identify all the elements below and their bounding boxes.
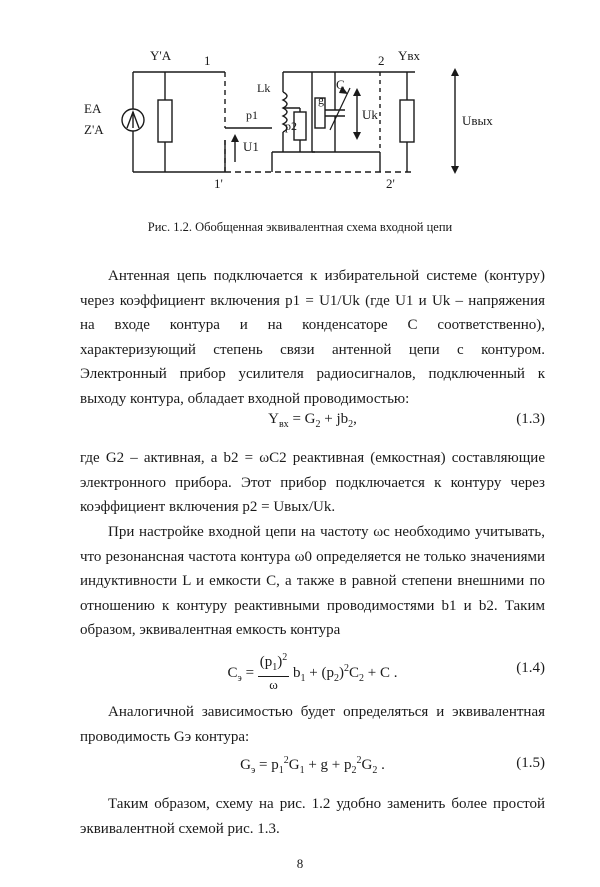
equation-1-4 bbox=[80, 652, 545, 692]
label-za: Z'A bbox=[84, 122, 104, 137]
equation-1-5-expr: $G_э = p_1^2G_1 + g + p_2^2G_2$ . bbox=[240, 755, 385, 776]
label-p2: p2 bbox=[285, 119, 297, 133]
equation-1-3 bbox=[80, 411, 545, 437]
paragraph-5 bbox=[80, 792, 545, 841]
label-ya: Y'A bbox=[150, 48, 172, 63]
page-number: 8 bbox=[296, 856, 304, 871]
label-p1: p1 bbox=[246, 108, 258, 122]
paragraph-5-text: Таким образом, схему на рис. 1.2 удобно заменить более простой эквивалентной схемой рис. 1.3. bbox=[80, 796, 545, 837]
label-node1p: 1' bbox=[214, 176, 223, 191]
label-uvyx: Uвых bbox=[462, 113, 493, 128]
paragraph-2-text: где G2 – активная, а b2 = ωC2 реактивная (емкостная) составляющие электронного прибора. Этот прибор подключается к контуру через коэффициент включения p2 = Uвых/Uk. bbox=[80, 450, 545, 515]
label-node1: 1 bbox=[204, 53, 211, 68]
paragraph-4-text: Аналогичной зависимостью будет определяться и эквивалентная проводимость Gэ контура: bbox=[80, 704, 545, 745]
equation-1-5 bbox=[80, 755, 545, 781]
paragraph-2 bbox=[80, 446, 545, 520]
equation-1-3-number: (1.3) bbox=[516, 411, 545, 427]
paragraph-4 bbox=[80, 700, 545, 749]
paragraph-3 bbox=[80, 520, 545, 643]
equation-1-4-number: (1.4) bbox=[516, 660, 545, 676]
label-node2: 2 bbox=[378, 53, 385, 68]
label-ea: EA bbox=[84, 101, 102, 116]
paragraph-3-text: При настройке входной цепи на частоту ωс необходимо учитывать, что резонансная частота контура ω0 определяется не только значениями индуктивности L и емкости C, а также в равной степени внешними по отношению к контуру реактивными проводимостями b1 и b2. Таким образом, эквивалентная емкость контура bbox=[80, 524, 545, 638]
paragraph-1-text: Антенная цепь подключается к избирательной системе (контуру) через коэффициент включения p1 = U1/Uk (где U1 и Uk – напряжения на входе контура и на конденсаторе С соответственно), характеризующий степень связи антенной цепи с контуром. Электронный прибор усилителя радиосигналов, подключенный к выходу контура, обладает входной проводимостью: bbox=[80, 268, 545, 407]
figure-caption: Рис. 1.2. Обобщенная эквивалентная схема входной цепи bbox=[147, 220, 453, 234]
label-uk: Uk bbox=[362, 107, 378, 122]
label-node2p: 2' bbox=[386, 176, 395, 191]
equation-1-4-expr: $C_э$ = $\frac{(p_1)^2}{\omega}$ $b_1 + (p_2)^2C_2 + C$ . bbox=[227, 652, 398, 692]
equation-1-5-number: (1.5) bbox=[516, 755, 545, 771]
label-lk: Lk bbox=[257, 81, 271, 95]
label-g: g bbox=[318, 93, 324, 107]
label-yvx: Yвх bbox=[398, 48, 421, 63]
circuit-diagram bbox=[0, 0, 600, 215]
label-c: C bbox=[336, 77, 345, 92]
label-u1: U1 bbox=[243, 139, 259, 154]
paragraph-1 bbox=[80, 264, 545, 411]
equation-1-3-expr: $Y_{вх} = G_2 + jb_2$, bbox=[268, 411, 357, 430]
